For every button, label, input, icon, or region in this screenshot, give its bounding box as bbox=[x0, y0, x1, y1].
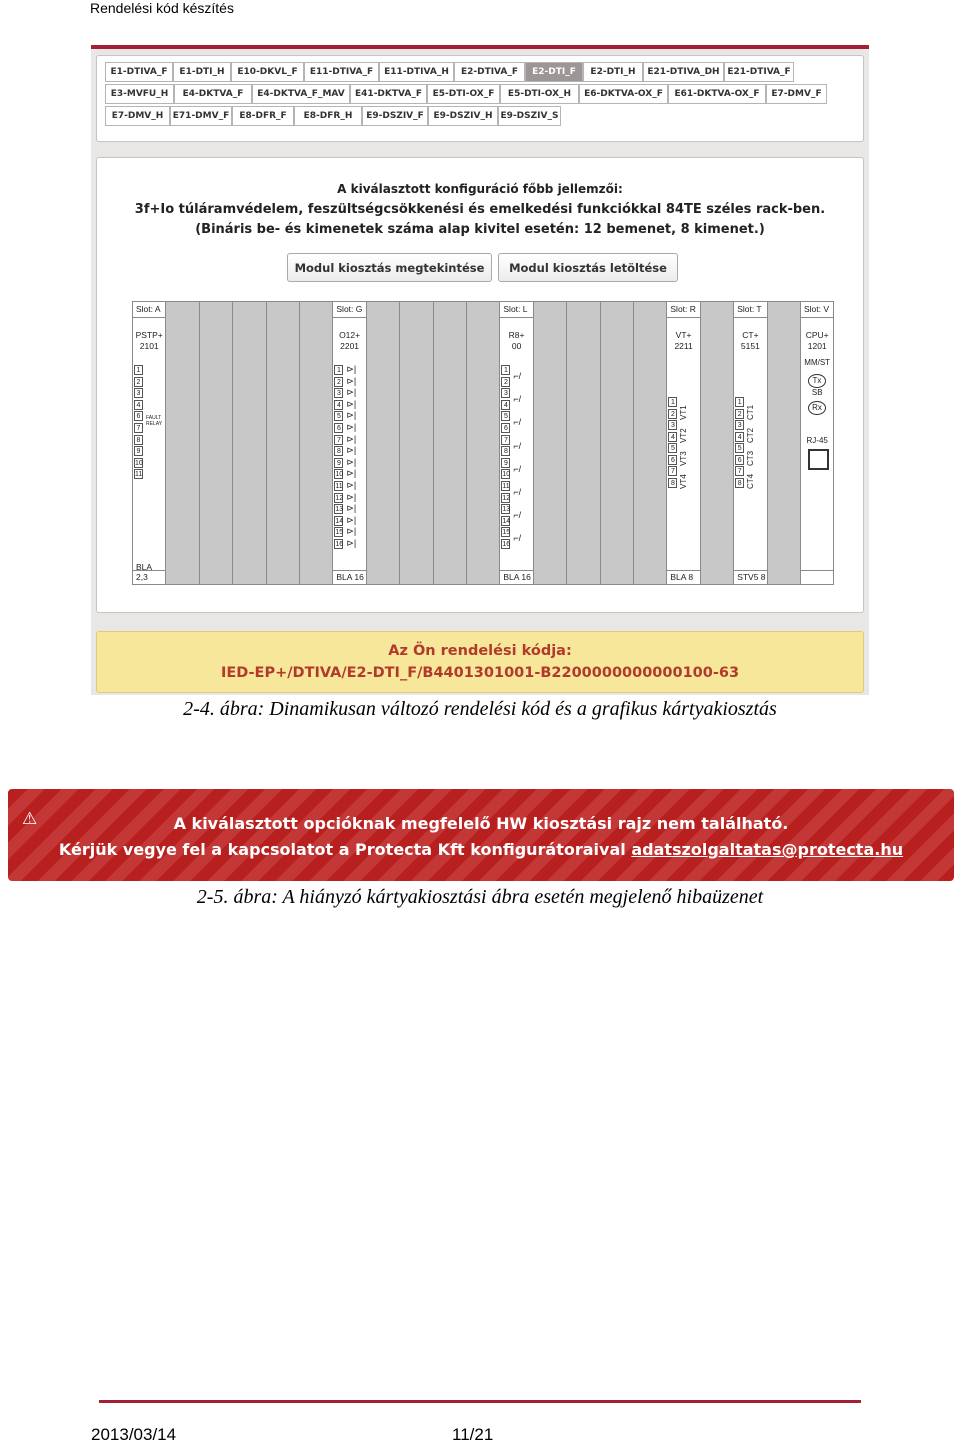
config-tab-e21-dtiva_dh[interactable]: E21-DTIVA_DH bbox=[643, 62, 724, 82]
terminal-pin: 1 bbox=[668, 397, 677, 407]
terminal-pin: 5 bbox=[668, 443, 677, 453]
slot-label: Slot: L bbox=[503, 304, 528, 314]
terminal-pin: 7 bbox=[501, 435, 510, 445]
binary-input-diode-icon: ⊳| bbox=[346, 364, 357, 374]
terminal-pin: 6 bbox=[501, 423, 510, 433]
binary-input-diode-icon: ⊳| bbox=[346, 456, 357, 467]
relay-contact-icon: ⌐/ bbox=[513, 440, 522, 451]
config-tab-e71-dmv_f[interactable]: E71-DMV_F bbox=[170, 106, 232, 126]
terminal-pin: 5 bbox=[334, 411, 343, 421]
terminal-pin: 6 bbox=[735, 455, 744, 465]
config-tab-e21-dtiva_f[interactable]: E21-DTIVA_F bbox=[724, 62, 794, 82]
card-type-name: O12+ 2201 bbox=[339, 330, 361, 351]
terminal-pin: 1 bbox=[501, 365, 510, 375]
terminal-pin: 2 bbox=[735, 409, 744, 419]
config-tab-e2-dti_f[interactable]: E2-DTI_F bbox=[525, 62, 583, 82]
slot-divider bbox=[667, 570, 699, 571]
terminal-pin: 4 bbox=[501, 400, 510, 410]
config-tab-e7-dmv_f[interactable]: E7-DMV_F bbox=[766, 84, 827, 104]
card-type-name: CPU+ 1201 bbox=[805, 330, 829, 351]
cpu-port-rj45: RJ-45 bbox=[806, 436, 828, 445]
slot-label: Slot: A bbox=[136, 304, 161, 314]
error-message-line2 bbox=[8, 840, 954, 859]
binary-input-diode-icon: ⊳| bbox=[346, 398, 357, 409]
terminal-pin: 3 bbox=[501, 388, 510, 398]
figure-configurator-screenshot bbox=[91, 45, 869, 695]
slot-divider bbox=[667, 317, 699, 318]
binary-input-diode-icon: ⊳| bbox=[346, 526, 357, 537]
terminal-pin: 2 bbox=[334, 377, 343, 387]
rack-slot-l bbox=[499, 301, 533, 585]
terminal-pin: 5 bbox=[735, 443, 744, 453]
configuration-details-panel bbox=[96, 157, 864, 613]
slot-divider bbox=[734, 570, 766, 571]
config-tab-e1-dti_h[interactable]: E1-DTI_H bbox=[173, 62, 231, 82]
terminal-type-label: BLA 16 bbox=[503, 572, 531, 582]
terminal-pin: 8 bbox=[501, 446, 510, 456]
configuration-tabs-panel bbox=[96, 55, 864, 142]
terminal-pin: 14 bbox=[502, 517, 511, 525]
slot-divider bbox=[133, 317, 165, 318]
terminal-pin: 15 bbox=[335, 529, 344, 537]
terminal-pin: 2 bbox=[501, 377, 510, 387]
rack-slot-empty bbox=[232, 301, 266, 585]
rack-slot-empty bbox=[399, 301, 433, 585]
terminal-type-label: BLA 16 bbox=[336, 572, 364, 582]
terminal-pin: 5 bbox=[501, 411, 510, 421]
relay-contact-icon: ⌐/ bbox=[513, 463, 522, 474]
config-tab-e11-dtiva_f[interactable]: E11-DTIVA_F bbox=[304, 62, 379, 82]
rack-slot-empty bbox=[700, 301, 734, 585]
slot-divider bbox=[801, 317, 833, 318]
binary-input-diode-icon: ⊳| bbox=[346, 387, 357, 398]
rack-slot-empty bbox=[433, 301, 467, 585]
slot-divider bbox=[500, 570, 532, 571]
binary-input-diode-icon: ⊳| bbox=[346, 538, 357, 548]
terminal-pin: 11 bbox=[135, 471, 143, 479]
slot-divider bbox=[333, 570, 365, 571]
relay-contact-icon: ⌐/ bbox=[513, 510, 522, 521]
terminal-pin: 16 bbox=[502, 541, 511, 548]
binary-input-diode-icon: ⊳| bbox=[346, 445, 357, 456]
terminal-pin: 6 bbox=[134, 411, 143, 421]
relay-contact-icon: ⌐/ bbox=[513, 487, 522, 497]
rack-slot-r bbox=[666, 301, 700, 585]
config-tab-e1-dtiva_f[interactable]: E1-DTIVA_F bbox=[105, 62, 173, 82]
card-type-name: VT+ 2211 bbox=[674, 330, 693, 351]
terminal-pin: 9 bbox=[501, 458, 510, 468]
rack-slot-empty bbox=[299, 301, 333, 585]
cpu-port-mmst: MM/ST bbox=[804, 358, 831, 367]
terminal-pin: 10 bbox=[502, 471, 511, 479]
error-message-line1: A kiválasztott opcióknak megfelelő HW kiosztási rajz nem található. bbox=[173, 814, 789, 833]
terminal-pin: 3 bbox=[735, 420, 744, 430]
rack-slot-v bbox=[800, 301, 834, 585]
figure-caption-2-4: 2-4. ábra: Dinamikusan változó rendelési kód és a grafikus kártyakiosztás bbox=[183, 698, 777, 720]
terminal-pin: 16 bbox=[335, 541, 344, 548]
card-type-name: CT+ 5151 bbox=[740, 330, 760, 351]
rack-slot-empty bbox=[566, 301, 600, 585]
page-header-title: Rendelési kód készítés bbox=[90, 0, 234, 16]
terminal-pin: 3 bbox=[134, 388, 143, 398]
rack-diagram bbox=[132, 301, 834, 585]
terminal-type-label: STV5 8 bbox=[737, 572, 766, 582]
tabs-row-1 bbox=[105, 62, 794, 84]
order-code-label: Az Ön rendelési kódja: bbox=[388, 643, 572, 659]
config-io-count: (Bináris be- és kimenetek száma alap kivitel esetén: 12 bemenet, 8 kimenet.) bbox=[195, 222, 765, 237]
terminal-pin: 3 bbox=[668, 420, 677, 430]
binary-input-diode-icon: ⊳| bbox=[346, 433, 357, 444]
tabs-row-3 bbox=[105, 106, 561, 128]
channel-label: VT1 bbox=[679, 405, 689, 420]
binary-input-diode-icon: ⊳| bbox=[346, 480, 357, 490]
config-tab-e41-dktva_f[interactable]: E41-DKTVA_F bbox=[350, 84, 427, 104]
relay-contact-icon: ⌐/ bbox=[513, 533, 522, 544]
terminal-pin: 12 bbox=[335, 494, 344, 502]
footer-date: 2013/03/14 bbox=[91, 1425, 177, 1444]
binary-input-diode-icon: ⊳| bbox=[346, 422, 357, 432]
binary-input-diode-icon: ⊳| bbox=[346, 514, 357, 525]
config-tab-e9-dsziv_f[interactable]: E9-DSZIV_F bbox=[362, 106, 428, 126]
terminal-pin: 10 bbox=[335, 471, 344, 479]
slot-divider bbox=[333, 317, 365, 318]
terminal-pin: 9 bbox=[334, 458, 343, 468]
channel-label: VT4 bbox=[679, 474, 689, 489]
config-tab-e9-dsziv_s[interactable]: E9-DSZIV_S bbox=[498, 106, 561, 126]
rack-slot-empty bbox=[466, 301, 500, 585]
terminal-pin: 2 bbox=[134, 377, 143, 387]
terminal-type-label: BLA 8 bbox=[670, 572, 694, 582]
config-tab-e4-dktva_f[interactable]: E4-DKTVA_F bbox=[174, 84, 252, 104]
terminal-pin: 13 bbox=[335, 506, 344, 514]
terminal-pin: 4 bbox=[134, 400, 143, 410]
config-heading: A kiválasztott konfiguráció főbb jellemzői: bbox=[337, 182, 623, 196]
relay-contact-icon: ⌐/ bbox=[513, 371, 522, 381]
rj45-port-icon bbox=[808, 449, 829, 470]
terminal-pin: 8 bbox=[334, 446, 343, 456]
config-tab-e61-dktva-ox_f[interactable]: E61-DKTVA-OX_F bbox=[668, 84, 766, 104]
terminal-pin: 7 bbox=[668, 466, 677, 476]
channel-label: CT4 bbox=[746, 473, 756, 489]
terminal-pin: 13 bbox=[502, 506, 511, 514]
binary-input-diode-icon: ⊳| bbox=[346, 410, 357, 421]
rack-slot-empty bbox=[533, 301, 567, 585]
fault-relay-label: FAULT RELAY bbox=[146, 415, 163, 427]
channel-label: VT3 bbox=[679, 451, 689, 466]
terminal-pin: 10 bbox=[135, 459, 143, 467]
terminal-pin: 7 bbox=[134, 423, 143, 433]
binary-input-diode-icon: ⊳| bbox=[346, 375, 357, 386]
channel-label: VT2 bbox=[679, 428, 689, 443]
warning-icon: ⚠ bbox=[22, 809, 38, 828]
rack-slot-empty bbox=[767, 301, 801, 585]
config-tab-e3-mvfu_h[interactable]: E3-MVFU_H bbox=[105, 84, 174, 104]
order-code-value: IED-EP+/DTIVA/E2-DTI_F/B4401301001-B2200000000000100-63 bbox=[220, 665, 740, 681]
cpu-port-rx: Rx bbox=[808, 401, 826, 415]
relay-contact-icon: ⌐/ bbox=[513, 394, 522, 405]
rack-slot-empty bbox=[199, 301, 233, 585]
channel-label: CT3 bbox=[746, 450, 756, 466]
binary-input-diode-icon: ⊳| bbox=[346, 468, 357, 479]
config-tab-e6-dktva-ox_f[interactable]: E6-DKTVA-OX_F bbox=[579, 84, 668, 104]
binary-input-diode-icon: ⊳| bbox=[346, 503, 357, 514]
terminal-pin: 8 bbox=[735, 478, 744, 488]
rack-slot-t bbox=[733, 301, 767, 585]
slot-divider bbox=[500, 317, 532, 318]
contact-email-link[interactable]: adatszolgaltatas@protecta.hu bbox=[631, 840, 904, 859]
terminal-type-label: BLA 2,3 bbox=[136, 562, 152, 582]
terminal-pin: 14 bbox=[335, 517, 344, 525]
terminal-pin: 1 bbox=[134, 365, 143, 375]
binary-input-diode-icon: ⊳| bbox=[346, 491, 357, 502]
footer-divider bbox=[99, 1400, 861, 1403]
rack-slot-empty bbox=[633, 301, 667, 585]
terminal-pin: 4 bbox=[735, 432, 744, 442]
tabs-row-2 bbox=[105, 84, 827, 106]
terminal-pin: 11 bbox=[335, 483, 343, 490]
rack-slot-empty bbox=[266, 301, 300, 585]
card-type-name: PSTP+ 2101 bbox=[135, 330, 163, 351]
slot-divider bbox=[734, 317, 766, 318]
cpu-port-tx: Tx bbox=[808, 374, 826, 388]
config-tab-e5-dti-ox_h[interactable]: E5-DTI-OX_H bbox=[500, 84, 579, 104]
config-tab-e8-dfr_f[interactable]: E8-DFR_F bbox=[232, 106, 294, 126]
rack-slot-empty bbox=[165, 301, 199, 585]
download-module-layout-button[interactable]: Modul kiosztás letöltése bbox=[498, 253, 678, 282]
config-tab-e2-dti_h[interactable]: E2-DTI_H bbox=[583, 62, 643, 82]
config-tab-e4-dktva_f_mav[interactable]: E4-DKTVA_F_MAV bbox=[252, 84, 350, 104]
card-type-name: R8+ 00 bbox=[508, 330, 525, 351]
terminal-pin: 11 bbox=[502, 483, 510, 490]
rack-slot-empty bbox=[366, 301, 400, 585]
terminal-pin: 6 bbox=[668, 455, 677, 465]
terminal-pin: 4 bbox=[334, 400, 343, 410]
terminal-pin: 1 bbox=[735, 397, 744, 407]
footer-page-number: 11/21 bbox=[452, 1425, 494, 1444]
terminal-pin: 1 bbox=[334, 365, 343, 375]
terminal-pin: 12 bbox=[502, 494, 511, 502]
config-tab-e8-dfr_h[interactable]: E8-DFR_H bbox=[294, 106, 362, 126]
terminal-pin: 8 bbox=[668, 478, 677, 488]
slot-label: Slot: G bbox=[336, 304, 363, 314]
order-code-box bbox=[96, 631, 864, 693]
slot-label: Slot: T bbox=[737, 304, 762, 314]
terminal-pin: 8 bbox=[134, 435, 143, 445]
slot-divider bbox=[801, 570, 833, 571]
cpu-port-sb: SB bbox=[811, 388, 823, 397]
error-message-prefix: Kérjük vegye fel a kapcsolatot a Protecta Kft konfigurátoraival bbox=[58, 840, 632, 859]
terminal-pin: 6 bbox=[334, 423, 343, 433]
config-tab-e2-dtiva_f[interactable]: E2-DTIVA_F bbox=[454, 62, 525, 82]
rack-slot-empty bbox=[600, 301, 634, 585]
config-tab-e11-dtiva_h[interactable]: E11-DTIVA_H bbox=[379, 62, 454, 82]
terminal-pin: 7 bbox=[334, 435, 343, 445]
channel-label: CT2 bbox=[746, 427, 756, 443]
terminal-pin: 2 bbox=[668, 409, 677, 419]
terminal-pin: 4 bbox=[668, 432, 677, 442]
rack-slot-g bbox=[332, 301, 366, 585]
terminal-pin: 15 bbox=[502, 529, 511, 537]
config-tab-e9-dsziv_h[interactable]: E9-DSZIV_H bbox=[428, 106, 498, 126]
rack-slot-a bbox=[132, 301, 166, 585]
slot-label: Slot: V bbox=[804, 304, 830, 314]
relay-contact-icon: ⌐/ bbox=[513, 417, 522, 428]
terminal-pin: 7 bbox=[735, 466, 744, 476]
channel-label: CT1 bbox=[746, 404, 756, 420]
terminal-pin: 3 bbox=[334, 388, 343, 398]
config-description: 3f+Io túláramvédelem, feszültségcsökkenési és emelkedési funkciókkal 84TE széles rack-ben. bbox=[134, 202, 826, 217]
config-tab-e10-dkvl_f[interactable]: E10-DKVL_F bbox=[231, 62, 304, 82]
config-tab-e7-dmv_h[interactable]: E7-DMV_H bbox=[105, 106, 170, 126]
terminal-pin: 9 bbox=[134, 446, 143, 456]
figure-caption-2-5: 2-5. ábra: A hiányzó kártyakiosztási ábra esetén megjelenő hibaüzenet bbox=[196, 886, 764, 908]
config-tab-e5-dti-ox_f[interactable]: E5-DTI-OX_F bbox=[427, 84, 500, 104]
error-banner bbox=[8, 789, 954, 881]
slot-label: Slot: R bbox=[670, 304, 696, 314]
view-module-layout-button[interactable]: Modul kiosztás megtekintése bbox=[287, 253, 492, 282]
